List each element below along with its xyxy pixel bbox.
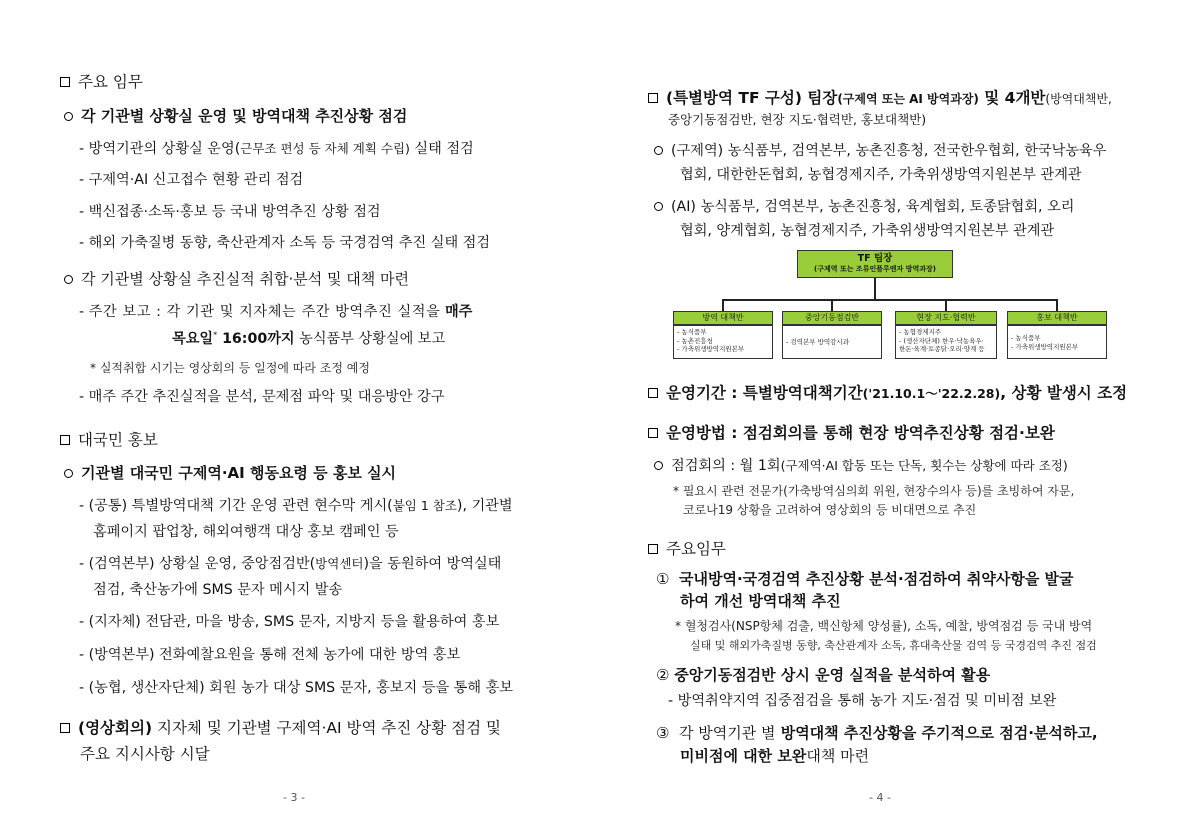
pr-local: - (지자체) 전담관, 마을 방송, SMS 문자, 지방지 등을 활용하여 홍보 <box>79 614 500 630</box>
item1-sub-4: - 해외 가축질병 동향, 축산관계자 소독 등 국경검역 추진 실태 점검 <box>79 235 491 251</box>
org-team-detail: - 검역본부 방역감시과 <box>782 325 882 359</box>
org-connector-vertical <box>874 278 876 300</box>
video-meeting-line1: (영상회의) 지자체 및 기관별 구제역·AI 방역 추진 상황 점검 및 <box>60 716 501 738</box>
pr-quarantine-line1: - (검역본부) 상황실 운영, 중앙점검반(방역센터)을 동원하여 방역실태 <box>79 556 502 572</box>
main-duties-heading: 주요 임무 <box>60 70 143 92</box>
org-team-detail: - 농식품부 - 농촌진흥청 - 가축위생방역지원본부 <box>673 325 773 359</box>
page-number-right: - 4 - <box>869 791 891 804</box>
duty3-line2: 미비점에 대한 보완대책 마련 <box>680 747 870 765</box>
duty2-sub: - 방역취약지역 집중점검을 통해 농가 지도·점검 및 미비점 보완 <box>668 693 1057 709</box>
fmd-line2: 협회, 대한한돈협회, 농협경제지주, 가축위생방역지원본부 관계관 <box>680 167 1082 183</box>
pr-quarantine-line2: 점검, 축산농가에 SMS 문자 메시지 발송 <box>93 582 343 598</box>
org-team-detail: - 농식품부 - 가축위생방역지원본부 <box>1007 325 1107 359</box>
org-team-detail: - 농협경제지주 - (생산자단체) 한우·낙농육우· 한돈·육계·토종닭·오리·양계 등 <box>895 325 997 359</box>
circle-bullet-icon <box>64 275 73 284</box>
org-team-box: 방역 대책반 <box>673 311 773 325</box>
org-head-box: TF 팀장 (구제역 또는 조류인플루엔자 방역과장) <box>797 250 953 278</box>
org-connector-drop <box>1056 299 1058 311</box>
duty1-line2: 하여 개선 방역대책 추진 <box>680 592 841 610</box>
duty2-line: ② 중앙기동점검반 상시 운영 실적을 분석하여 활용 <box>656 666 991 684</box>
duty1-line1: ① 국내방역·국경검역 추진상황 분석·점검하여 취약사항을 발굴 <box>656 570 1074 588</box>
page-number-left: - 3 - <box>283 791 305 804</box>
pr-heading: 대국민 홍보 <box>60 428 158 450</box>
checkbox-square-icon <box>648 544 658 554</box>
operation-method: 운영방법 : 점검회의를 통해 현장 방역추진상황 점검·보완 <box>648 421 1055 443</box>
circle-bullet-icon <box>654 146 663 155</box>
tf-line1: (특별방역 TF 구성) 팀장(구제역 또는 AI 방역과장) 및 4개반(방역대책반, <box>648 86 1112 108</box>
tf-line2: 중앙기동점검반, 현장 지도·협력반, 홍보대책반) <box>668 112 927 127</box>
meeting-line: 점검회의 : 월 1회(구제역·AI 합동 또는 단독, 횟수는 상황에 따라 조정) <box>654 455 1068 475</box>
ai-line2: 협회, 양계협회, 농협경제지주, 가축위생방역지원본부 관계관 <box>680 223 1055 239</box>
duty1-note-line1: * 혈청검사(NSP항체 검출, 백신항체 양성률), 소독, 예찰, 방역점검 등 국내 방역 <box>675 619 1093 633</box>
org-connector-horizontal <box>722 299 1056 301</box>
meeting-note-line2: 코로나19 상황을 고려하여 영상회의 등 비대면으로 추진 <box>683 503 977 517</box>
checkbox-square-icon <box>60 435 70 445</box>
item1-sub-1: - 방역기관의 상황실 운영(근무조 편성 등 자체 계획 수립) 실태 점검 <box>79 141 474 157</box>
weekly-report-note: * 실적취합 시기는 영상회의 등 일정에 따라 조정 예정 <box>90 361 370 375</box>
pr-coop: - (농협, 생산자단체) 회원 농가 대상 SMS 문자, 홍보지 등을 통해 홍보 <box>79 680 514 696</box>
pr-title: 기관별 대국민 구제역·AI 행동요령 등 홍보 실시 <box>64 462 396 483</box>
checkbox-square-icon <box>60 77 70 87</box>
checkbox-square-icon <box>60 723 70 733</box>
org-connector-drop <box>945 299 947 311</box>
duty1-note-line2: 실태 및 해외가축질병 동향, 축산관계자 소독, 휴대축산물 검역 등 국경검역 추진 점검 <box>690 639 1097 652</box>
circle-bullet-icon <box>654 202 663 211</box>
item1-sub-2: - 구제역·AI 신고접수 현황 관리 점검 <box>79 172 304 188</box>
org-team-box: 중앙기동점검반 <box>782 311 882 325</box>
checkbox-square-icon <box>648 93 658 103</box>
circle-bullet-icon <box>654 461 663 470</box>
item2-last: - 매주 주간 추진실적을 분석, 문제점 파악 및 대응방안 강구 <box>79 389 445 405</box>
item1-title: 각 기관별 상황실 운영 및 방역대책 추진상황 점검 <box>64 105 407 126</box>
meeting-note-line1: * 필요시 관련 전문가(가축방역심의회 위원, 현장수의사 등)를 초빙하여 자문, <box>673 484 1075 498</box>
org-team-box: 현장 지도·협력반 <box>895 311 997 325</box>
weekly-report-line1: - 주간 보고 : 각 기관 및 지자체는 주간 방역추진 실적을 매주 <box>79 304 473 320</box>
item2-title: 각 기관별 상황실 추진실적 취합·분석 및 대책 마련 <box>64 268 409 289</box>
pr-common-line2: 홈페이지 팝업창, 해외여행객 대상 홍보 캠페인 등 <box>93 524 399 540</box>
operation-period: 운영기간 : 특별방역대책기간('21.10.1～'22.2.28), 상황 발생시 조정 <box>648 381 1127 403</box>
fmd-line1: (구제역) 농식품부, 검역본부, 농촌진흥청, 전국한우협회, 한국낙농육우 <box>654 140 1106 160</box>
duty3-line1: ③ 각 방역기관 별 방역대책 추진상황을 주기적으로 점검·분석하고, <box>656 724 1098 742</box>
circle-bullet-icon <box>64 469 73 478</box>
org-connector-drop <box>831 299 833 311</box>
org-team-box: 홍보 대책반 <box>1007 311 1107 325</box>
weekly-report-line2: 목요일* 16:00까지 농식품부 상황실에 보고 <box>172 330 446 347</box>
item1-sub-3: - 백신접종·소독·홍보 등 국내 방역추진 상황 점검 <box>79 204 381 220</box>
checkbox-square-icon <box>648 428 658 438</box>
ai-line1: (AI) 농식품부, 검역본부, 농촌진흥청, 육계협회, 토종닭협회, 오리 <box>654 196 1075 216</box>
pr-hq: - (방역본부) 전화예찰요원을 통해 전체 농가에 대한 방역 홍보 <box>79 647 461 663</box>
org-connector-drop <box>722 299 724 311</box>
duties-heading: 주요임무 <box>648 537 726 559</box>
pr-common-line1: - (공통) 특별방역대책 기간 운영 관련 현수막 게시(붙임 1 참조), 기관별 <box>79 498 513 514</box>
video-meeting-line2: 주요 지시사항 시달 <box>80 745 210 763</box>
checkbox-square-icon <box>648 388 658 398</box>
circle-bullet-icon <box>64 112 73 121</box>
